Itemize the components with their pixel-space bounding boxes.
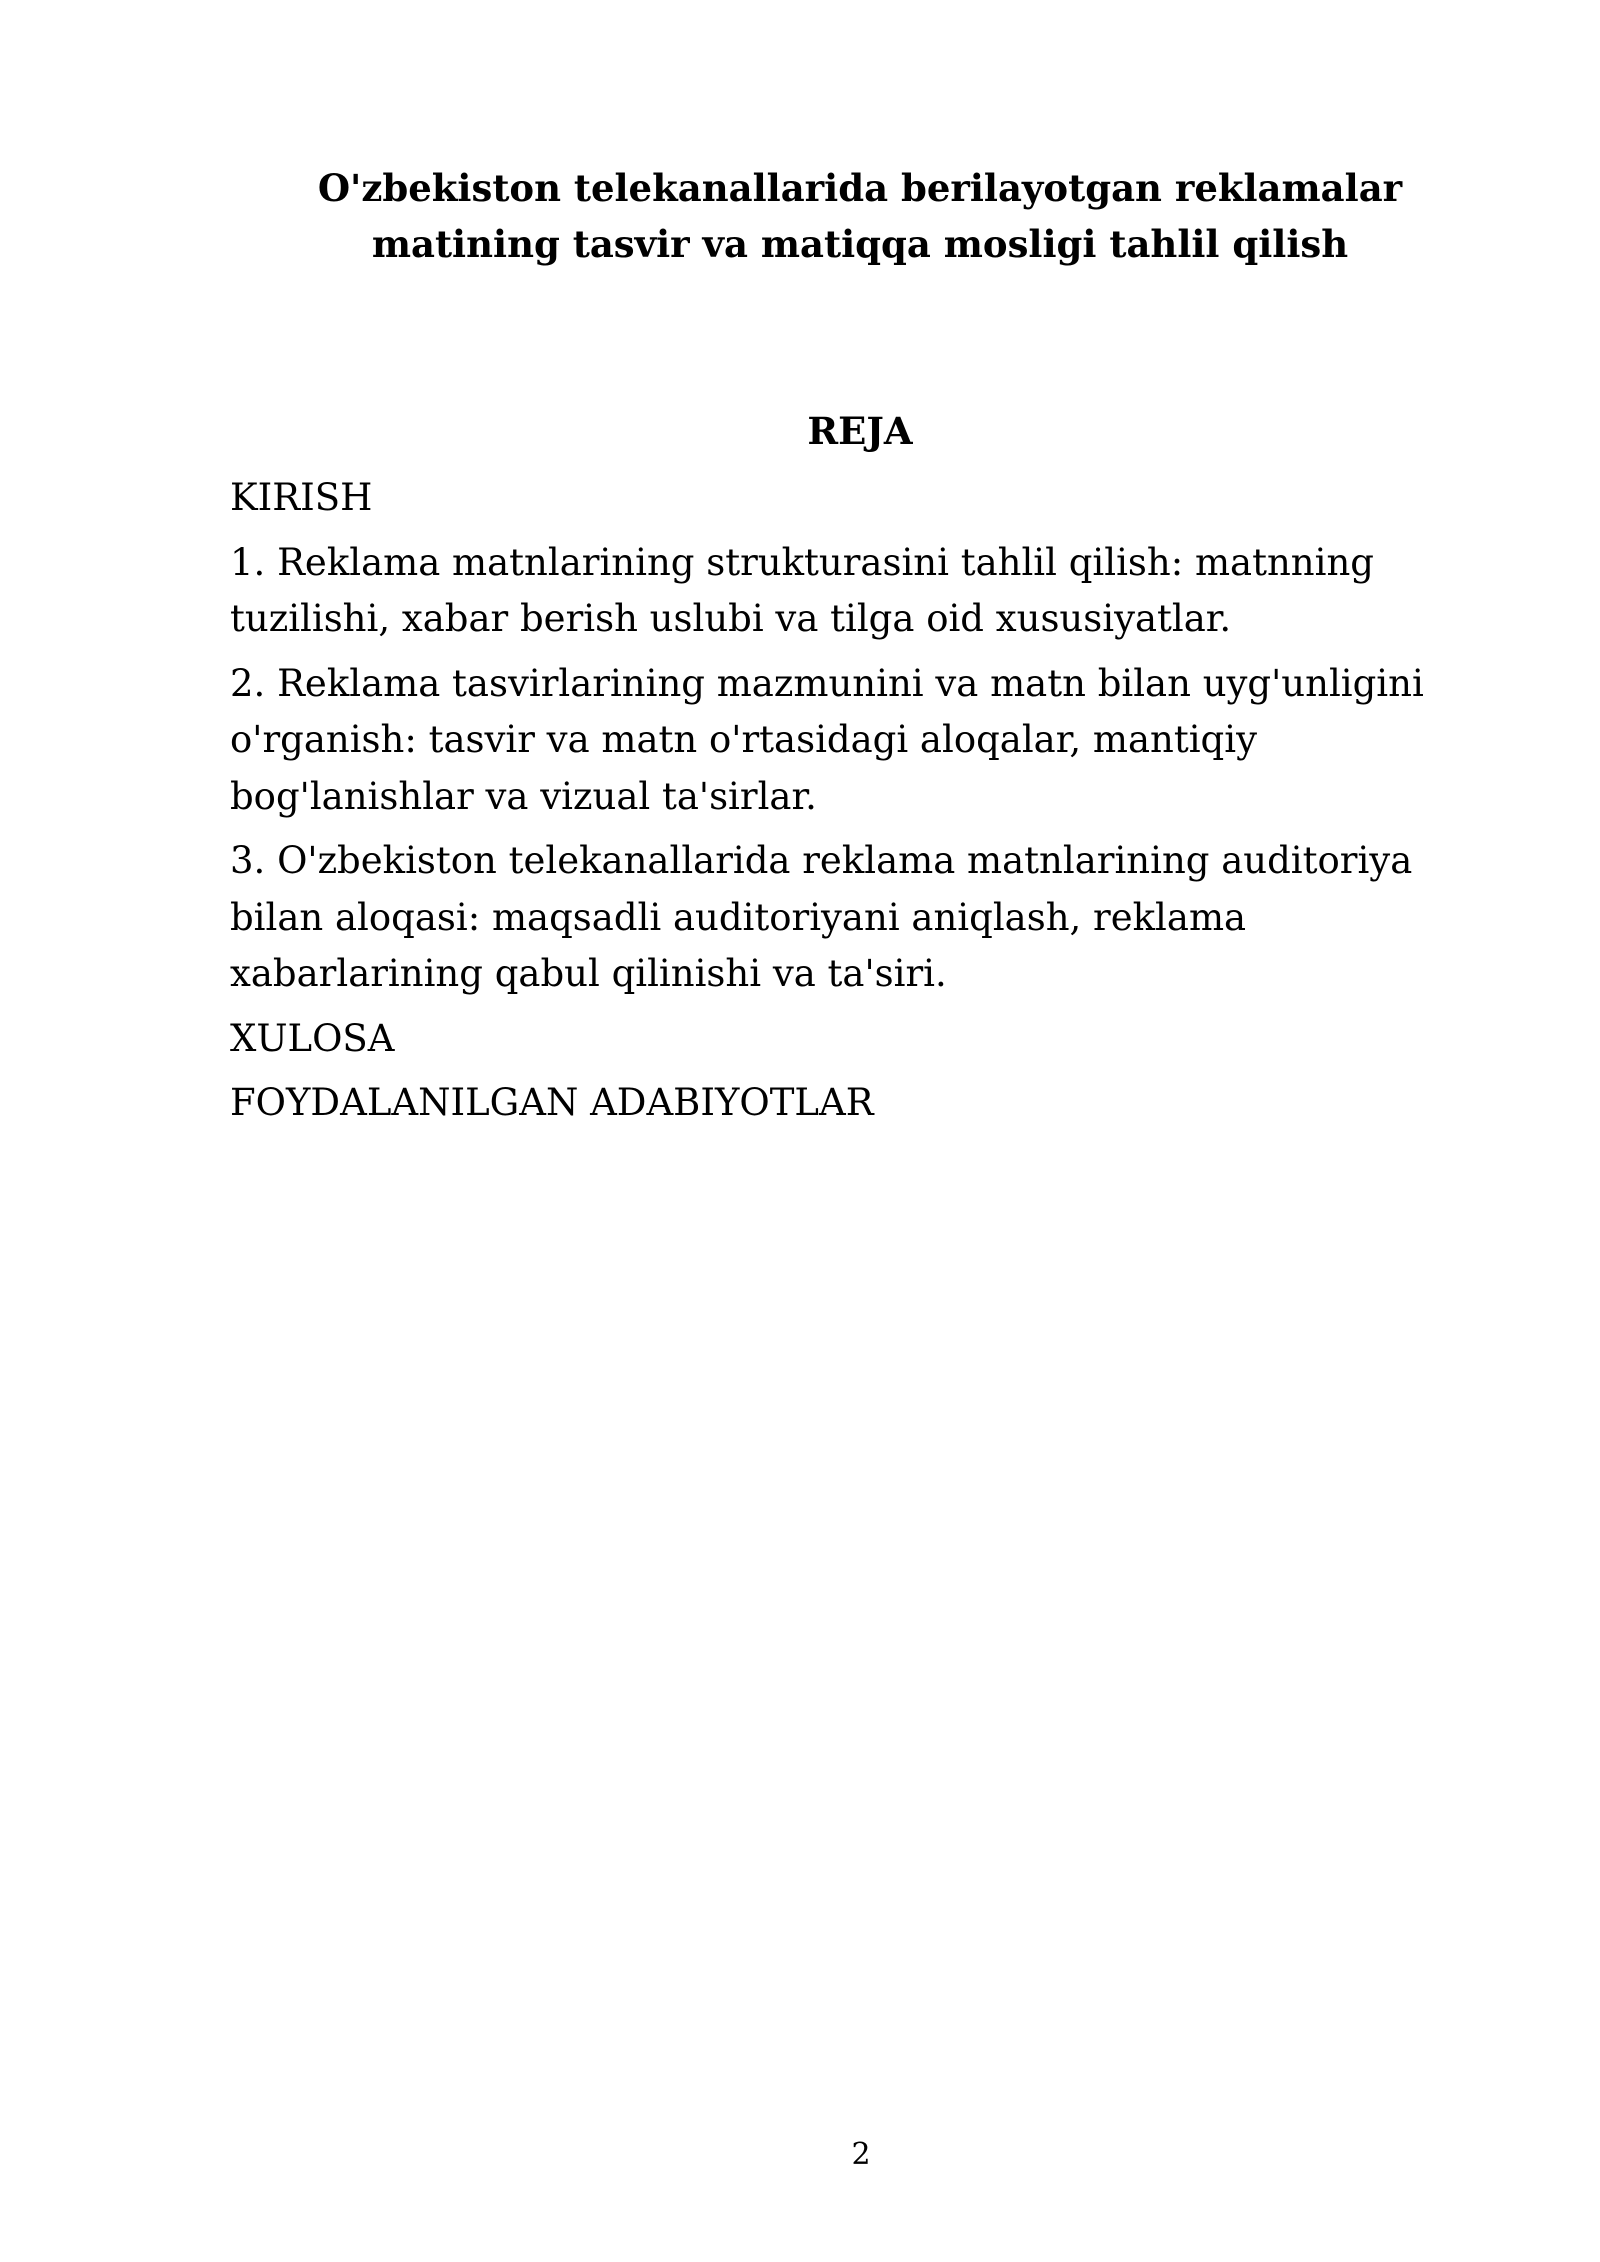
plan-conclusion: XULOSA bbox=[230, 1016, 395, 1060]
plan-item-line: tuzilishi, xabar berish uslubi va tilga oid xususiyatlar. bbox=[230, 597, 1232, 640]
plan-item-line: 2. Reklama tasvirlarining mazmunini va matn bilan uyg'unligini bbox=[230, 661, 1424, 705]
plan-item-line: xabarlarining qabul qilinishi va ta'siri. bbox=[230, 952, 947, 995]
page-number: 2 bbox=[851, 2137, 871, 2172]
plan-list bbox=[230, 470, 1470, 1140]
plan-item-line: bog'lanishlar va vizual ta'sirlar. bbox=[230, 774, 817, 818]
plan-item-3 bbox=[230, 833, 1470, 1003]
plan-item-2 bbox=[230, 656, 1470, 826]
plan-references: FOYDALANILGAN ADABIYOTLAR bbox=[230, 1081, 874, 1124]
plan-item-line: 3. O'zbekiston telekanallarida reklama matnlarining auditoriya bbox=[230, 839, 1413, 882]
document-title-line: O'zbekiston telekanallarida berilayotgan reklamalar bbox=[317, 166, 1403, 210]
plan-item-line: bilan aloqasi: maqsadli auditoriyani aniqlash, reklama bbox=[230, 895, 1247, 939]
plan-heading: REJA bbox=[807, 409, 913, 453]
document-title-line: matining tasvir va matiqqa mosligi tahlil qilish bbox=[371, 222, 1349, 266]
plan-item-line: 1. Reklama matnlarining strukturasini tahlil qilish: matnning bbox=[230, 540, 1374, 584]
plan-intro: KIRISH bbox=[230, 476, 373, 519]
plan-item-line: o'rganish: tasvir va matn o'rtasidagi aloqalar, mantiqiy bbox=[230, 718, 1257, 761]
plan-item-1 bbox=[230, 535, 1470, 648]
document-title bbox=[230, 160, 1490, 272]
